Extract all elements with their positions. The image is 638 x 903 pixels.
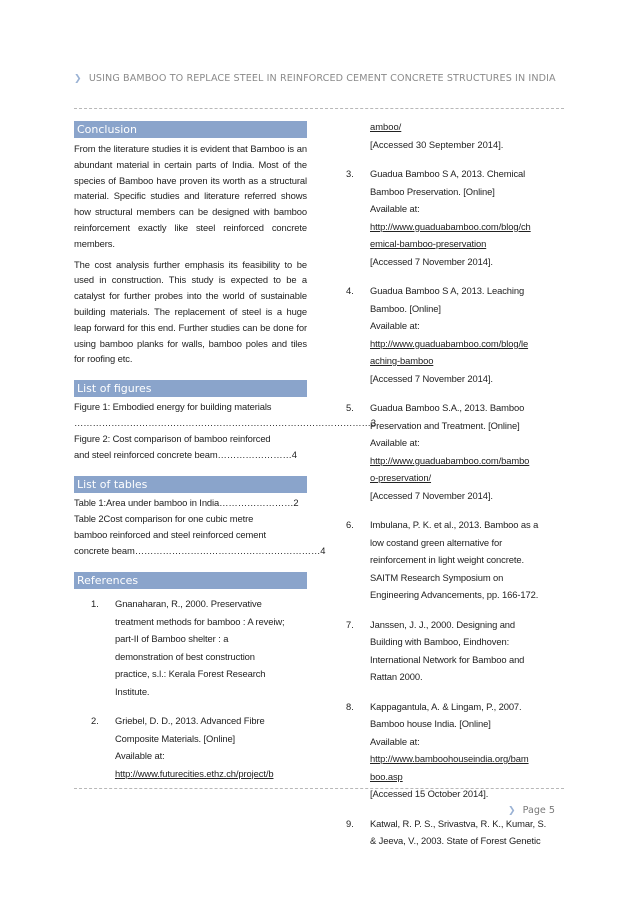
reference-body xyxy=(370,616,564,686)
reference-number: 9. xyxy=(346,817,354,829)
reference-item xyxy=(348,815,564,850)
figure-entry-line: ……………………………………………………………………………………3 xyxy=(74,417,376,429)
reference-text-line: Guadua Bamboo S.A., 2013. Bamboo xyxy=(370,402,525,413)
reference-text-line: practice, s.l.: Kerala Forest Research xyxy=(115,668,266,680)
reference-body xyxy=(370,698,564,803)
conclusion-paragraph-1: From the literature studies it is evident that Bamboo is an abundant material in certain parts of India. Most of the species of Bamboo have proven its worth as a structural material. Specific studies and literature referred shows how structural members can be designed with bamboo reinforcement exactly like steel reinforced concrete members. xyxy=(74,143,307,249)
figures-list xyxy=(74,399,376,463)
table-entry-line: bamboo reinforced and steel reinforced cement xyxy=(74,529,266,541)
reference-text-line: part-II of Bamboo shelter : a xyxy=(115,633,229,645)
reference-link[interactable]: boo.asp xyxy=(370,770,403,782)
reference-link[interactable]: http://www.guaduabamboo.com/blog/ch xyxy=(370,220,531,232)
reference-accessed: [Accessed 7 November 2014]. xyxy=(370,372,493,384)
reference-text-line: Guadua Bamboo S A, 2013. Leaching xyxy=(370,285,525,296)
reference-accessed: [Accessed 15 October 2014]. xyxy=(370,788,489,799)
reference-item xyxy=(348,399,564,504)
reference-item xyxy=(348,165,564,270)
reference-link[interactable]: http://www.bamboohouseindia.org/bam xyxy=(370,753,529,764)
reference-text-line: & Jeeva, V., 2003. State of Forest Genetic xyxy=(370,835,541,846)
footer-divider xyxy=(74,788,564,789)
reference-text-line: SAITM Research Symposium on xyxy=(370,571,504,583)
reference-text-line: Building with Bamboo, Eindhoven: xyxy=(370,636,510,647)
reference-text-line: Composite Materials. [Online] xyxy=(115,732,236,744)
conclusion-paragraph-2: The cost analysis further emphasis its feasibility to be used in construction. This study is expected to be a catalyst for further probes into the world of sustainable building materials. The replacement of steel is a huge leap forward for this end. Further studies can be done for using bamboo planks for walls, bamboo poles and tiles for roofing etc. xyxy=(74,258,307,365)
reference-text-line: Guadua Bamboo S A, 2013. Chemical xyxy=(370,168,526,179)
tables-list xyxy=(74,495,326,559)
references-list-left xyxy=(74,595,307,782)
reference-body xyxy=(370,516,564,604)
reference-accessed: [Accessed 7 November 2014]. xyxy=(370,255,493,267)
reference-text-line: Griebel, D. D., 2013. Advanced Fibre xyxy=(115,715,265,727)
references-list-right xyxy=(348,165,564,850)
reference-link[interactable]: aching-bamboo xyxy=(370,355,434,366)
reference-body xyxy=(370,399,564,504)
reference-text-line: reinforcement in light weight concrete. xyxy=(370,554,524,565)
reference-item xyxy=(74,595,307,700)
reference-text-line: Bamboo house India. [Online] xyxy=(370,718,491,729)
reference-item xyxy=(348,282,564,387)
reference-text-line: Institute. xyxy=(115,685,150,697)
figures-heading: List of figures xyxy=(74,380,307,397)
reference-body xyxy=(115,712,307,782)
reference-number: 8. xyxy=(346,700,354,712)
reference-text-line: treatment methods for bamboo : A reveiw; xyxy=(115,615,285,627)
page-footer xyxy=(508,805,555,816)
reference-text-line: Engineering Advancements, pp. 166-172. xyxy=(370,589,539,600)
tables-heading: List of tables xyxy=(74,476,307,493)
reference-link[interactable]: o-preservation/ xyxy=(370,472,432,483)
reference-accessed: [Accessed 7 November 2014]. xyxy=(370,489,493,501)
reference-text-line: demonstration of best construction xyxy=(115,650,255,662)
reference-item xyxy=(348,698,564,803)
reference-link[interactable]: http://www.guaduabamboo.com/blog/le xyxy=(370,337,529,349)
table-entry-line: Table 2Cost comparison for one cubic metre xyxy=(74,513,254,525)
reference-link[interactable]: amboo/ xyxy=(370,121,402,132)
reference-number: 1. xyxy=(91,598,99,610)
figure-entry-line: and steel reinforced concrete beam……………………4 xyxy=(74,449,297,461)
reference-link[interactable]: http://www.futurecities.ethz.ch/project/b xyxy=(115,767,274,779)
reference-text-line: Available at: xyxy=(370,203,420,214)
reference-text-line: Bamboo. [Online] xyxy=(370,302,441,314)
reference-number: 2. xyxy=(91,715,99,727)
reference-text-line: Imbulana, P. K. et al., 2013. Bamboo as a xyxy=(370,519,539,530)
header-divider xyxy=(74,108,564,109)
reference-text-line: Janssen, J. J., 2000. Designing and xyxy=(370,618,516,630)
reference-text-line: Gnanaharan, R., 2000. Preservative xyxy=(115,598,262,610)
reference-link[interactable]: emical-bamboo-preservation xyxy=(370,238,487,249)
reference-link[interactable]: http://www.guaduabamboo.com/bambo xyxy=(370,454,530,466)
reference-text-line: Available at: xyxy=(370,437,420,448)
reference-text-line: Available at: xyxy=(370,320,420,331)
figure-entry-line: Figure 2: Cost comparison of bamboo reinforced xyxy=(74,433,271,445)
table-entry-line: Table 1:Area under bamboo in India……………………2 xyxy=(74,497,299,509)
reference-text-line: Available at: xyxy=(370,735,420,747)
chevron-right-icon: ❯ xyxy=(508,806,516,816)
reference-body xyxy=(115,595,307,700)
reference-body xyxy=(370,282,564,387)
header-title: USING BAMBOO TO REPLACE STEEL IN REINFORCED CEMENT CONCRETE STRUCTURES IN INDIA xyxy=(88,73,556,84)
reference-accessed: [Accessed 30 September 2014]. xyxy=(370,138,504,150)
reference-text-line: Available at: xyxy=(115,750,165,762)
reference-text-line: International Network for Bamboo and xyxy=(370,653,525,665)
reference-number: 4. xyxy=(346,285,354,296)
table-entry-line: concrete beam……………………………………………………4 xyxy=(74,545,326,557)
reference-number: 3. xyxy=(346,168,354,179)
reference-item xyxy=(74,712,307,782)
references-heading: References xyxy=(74,572,307,589)
right-column xyxy=(348,118,564,850)
reference-text-line: Bamboo Preservation. [Online] xyxy=(370,185,495,197)
reference-2-continuation xyxy=(348,118,564,153)
reference-number: 7. xyxy=(346,618,354,630)
figure-entry-line: Figure 1: Embodied energy for building materials xyxy=(74,401,272,413)
reference-body xyxy=(370,165,564,270)
reference-number: 5. xyxy=(346,402,354,413)
reference-item xyxy=(348,516,564,604)
reference-text-line: Kappagantula, A. & Lingam, P., 2007. xyxy=(370,700,522,712)
left-column xyxy=(74,121,376,782)
reference-text-line: low costand green alternative for xyxy=(370,536,503,548)
reference-item xyxy=(348,616,564,686)
running-header xyxy=(74,73,574,84)
reference-text-line: Preservation and Treatment. [Online] xyxy=(370,419,520,431)
reference-text-line: Rattan 2000. xyxy=(370,671,423,682)
chevron-right-icon: ❯ xyxy=(74,74,82,84)
reference-number: 6. xyxy=(346,519,354,530)
conclusion-heading: Conclusion xyxy=(74,121,307,138)
reference-body xyxy=(370,815,564,850)
reference-text-line: Katwal, R. P. S., Srivastva, R. K., Kumar, S. xyxy=(370,817,547,829)
page-number: Page 5 xyxy=(522,805,555,816)
